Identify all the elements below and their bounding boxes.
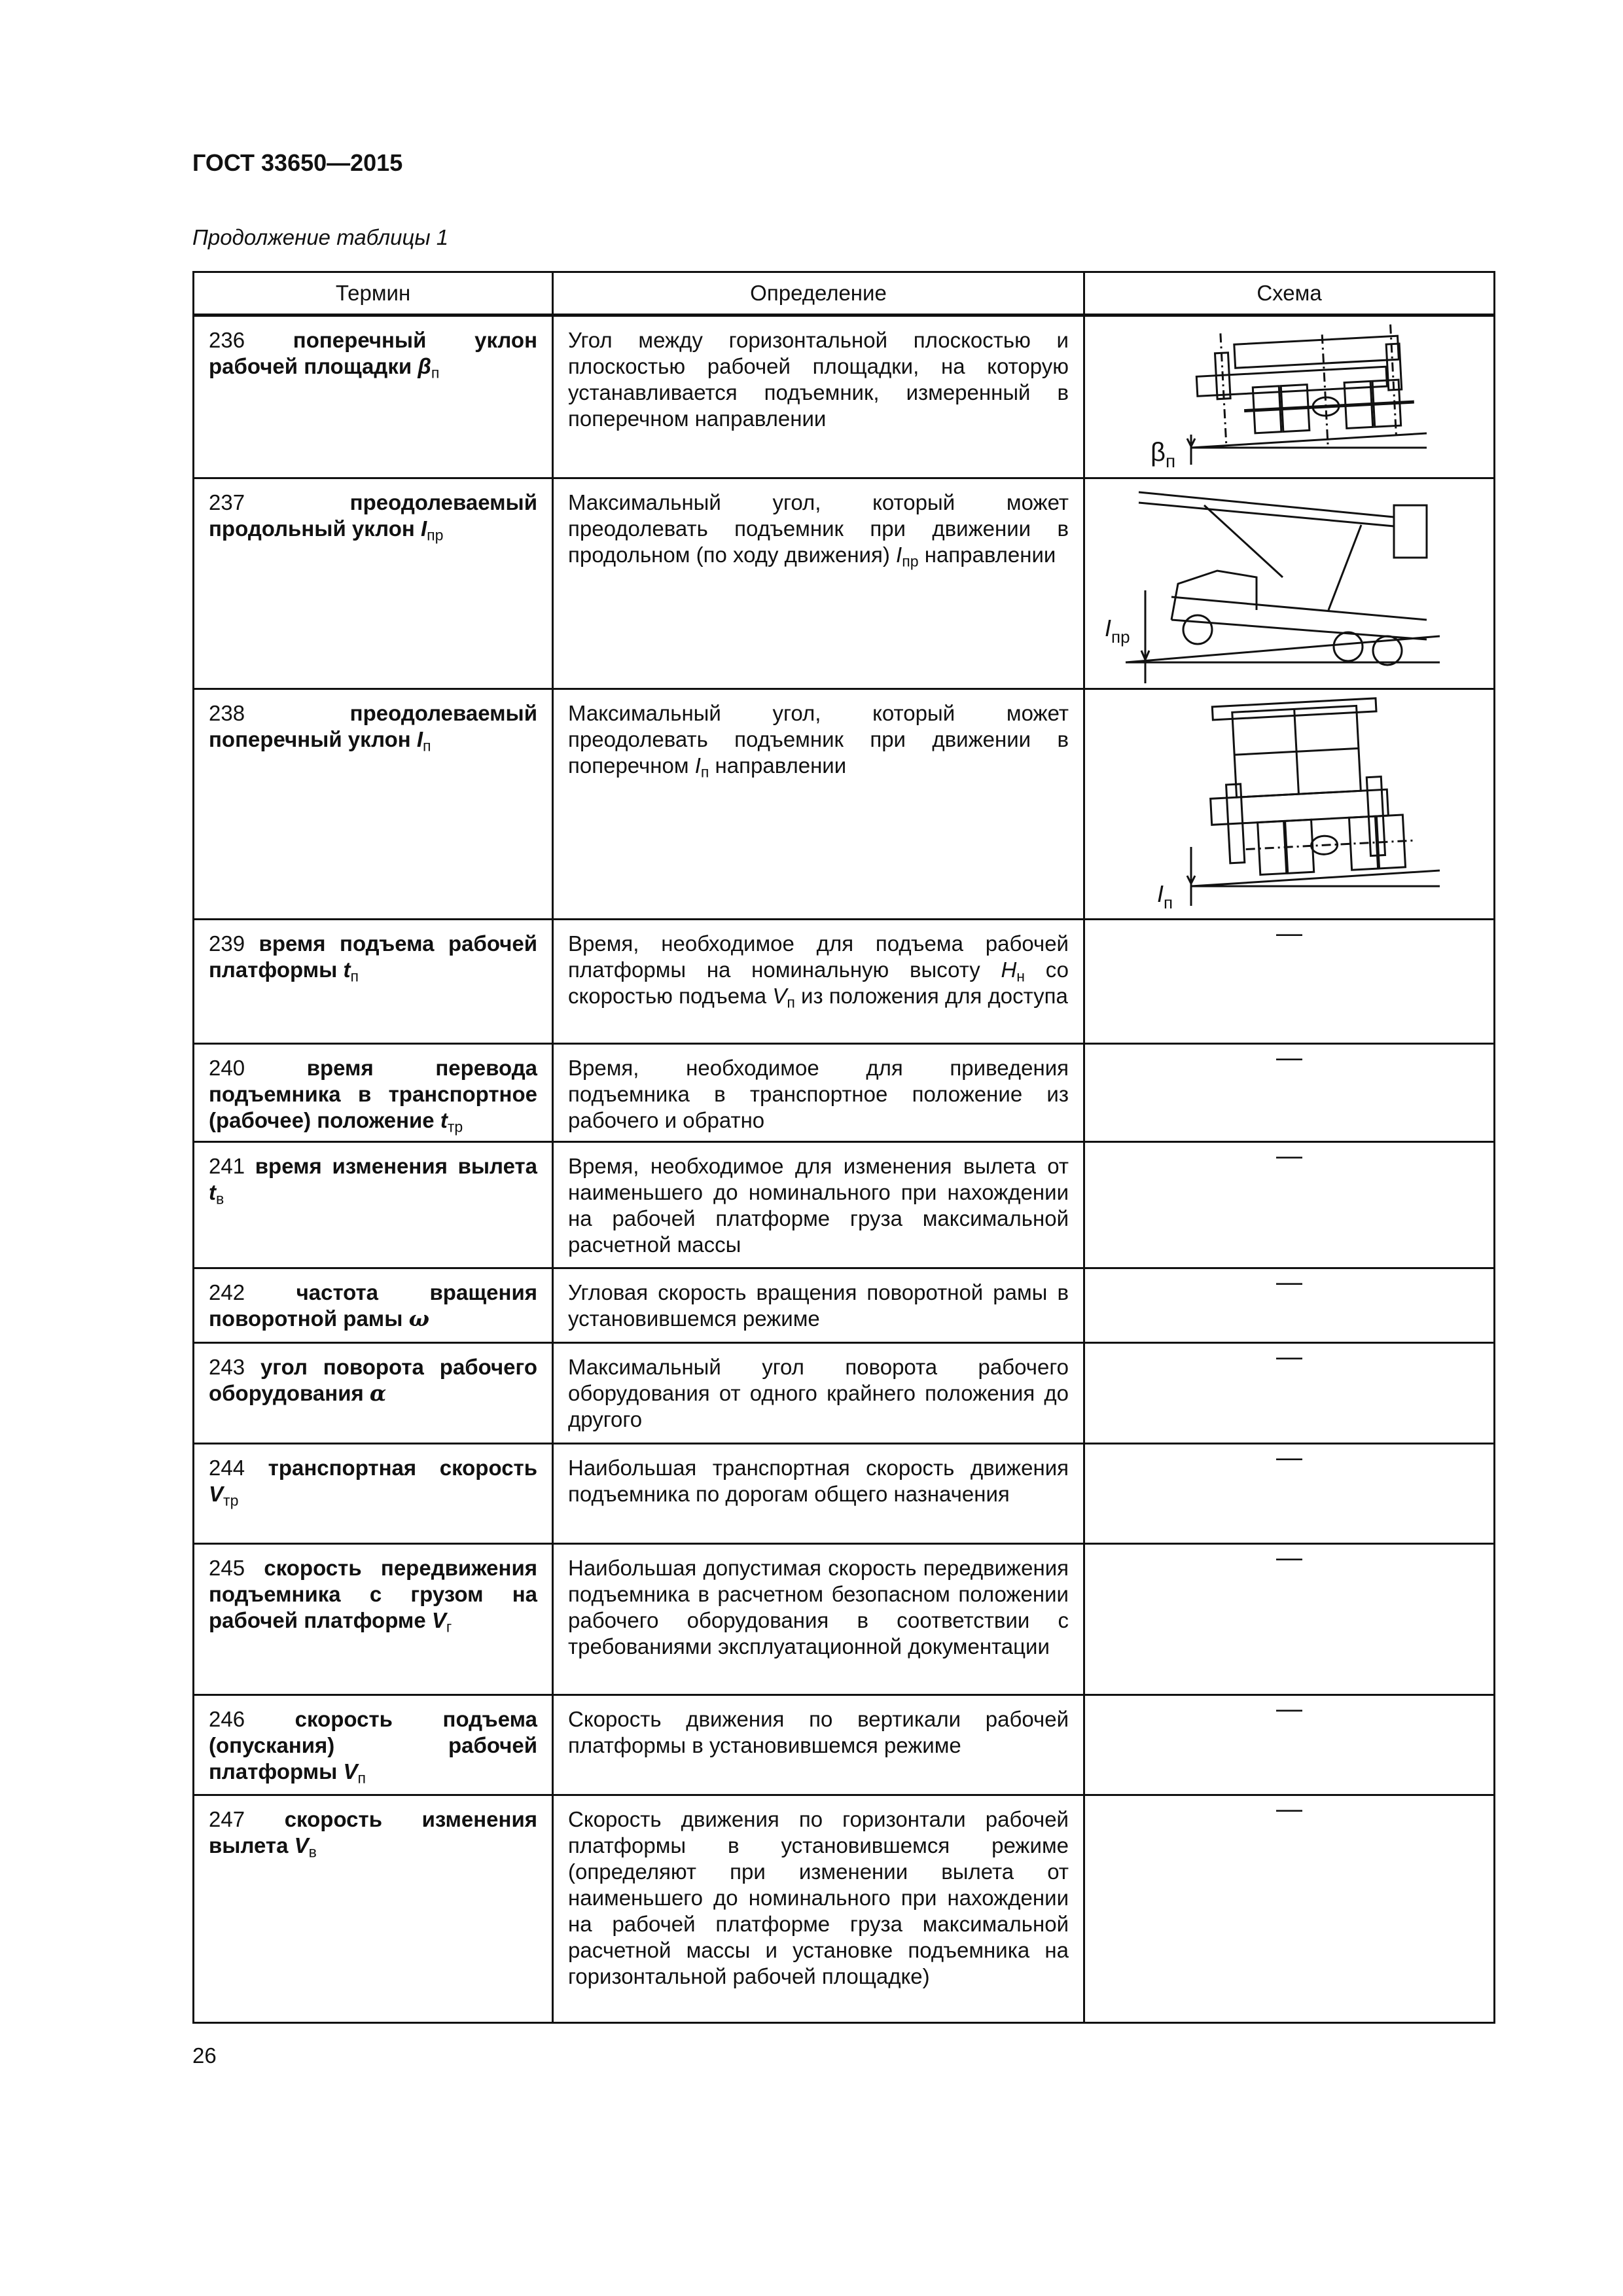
scheme-cell: — (1084, 1044, 1495, 1142)
scheme-cell: — (1084, 1795, 1495, 2023)
transverse-slope-diagram (1086, 690, 1492, 914)
term-cell: 244 транспортная скорость $V_{тр}$ (194, 1444, 553, 1544)
term-cell: 246 скорость подъема (опускания) рабочей платформы $V_п$ (194, 1695, 553, 1795)
definition-cell: Скорость движения по вертикали рабочей платформы в установившемся режиме (553, 1695, 1084, 1795)
definition-cell: Время, необходимое для приведения подъемника в транспортное положение из рабочего и обратно (553, 1044, 1084, 1142)
table-header-row (194, 272, 1495, 315)
scheme-cell (1084, 478, 1495, 689)
table-row (194, 1544, 1495, 1695)
scheme-cell: — (1084, 1142, 1495, 1268)
scheme-cell: — (1084, 1343, 1495, 1444)
term-cell: 245 скорость передвижения подъемника с грузом на рабочей платформе $V_г$ (194, 1544, 553, 1695)
term-cell: 247 скорость изменения вылета $V_в$ (194, 1795, 553, 2023)
definition-cell: Максимальный угол, который может преодолевать подъемник при движении в поперечном $I_п$ направлении (553, 689, 1084, 920)
terms-table (192, 271, 1495, 2024)
scheme-cell: — (1084, 920, 1495, 1044)
document-title: ГОСТ 33650—2015 (192, 149, 403, 176)
scheme-cell: — (1084, 1695, 1495, 1795)
term-cell: 237 преодолеваемый продольный уклон $I_{пр}$ (194, 478, 553, 689)
scheme-cell (1084, 689, 1495, 920)
column-header-term: Термин (194, 272, 553, 315)
longitudinal-slope-diagram (1086, 479, 1492, 683)
term-cell: 238 преодолеваемый поперечный уклон $I_п$ (194, 689, 553, 920)
definition-cell: Угол между горизонтальной плоскостью и плоскостью рабочей площадки, на которую устанавливается подъемник, измеренный в поперечном направлении (553, 315, 1084, 478)
definition-cell: Время, необходимое для изменения вылета от наименьшего до номинального при нахождении на рабочей платформе груза максимальной расчетной массы (553, 1142, 1084, 1268)
term-cell: 243 угол поворота рабочего оборудования α (194, 1343, 553, 1444)
table-row (194, 689, 1495, 920)
table-row (194, 1695, 1495, 1795)
definition-cell: Скорость движения по горизонтали рабочей платформы в установившемся режиме (определяют при изменении вылета от наименьшего до номинального при нахождении на рабочей платформе груза максимальной расчетной массы и установке подъемника на горизонтальной рабочей площадке) (553, 1795, 1084, 2023)
table-caption: Продолжение таблицы 1 (192, 225, 449, 249)
page-number: 26 (192, 2043, 217, 2068)
table-row (194, 1343, 1495, 1444)
table-row (194, 920, 1495, 1044)
table-row (194, 1444, 1495, 1544)
table-row (194, 1795, 1495, 2023)
cross-slope-diagram (1086, 317, 1492, 473)
definition-cell: Наибольшая допустимая скорость передвижения подъемника в расчетном безопасном положении рабочего оборудования в соответствии с требованиями эксплуатационной документации (553, 1544, 1084, 1695)
scheme-cell: — (1084, 1268, 1495, 1343)
table-row (194, 1268, 1495, 1343)
table-row (194, 315, 1495, 478)
scheme-label: $I_{пр}$ (1105, 615, 1130, 647)
table-row (194, 478, 1495, 689)
definition-cell: Наибольшая транспортная скорость движения подъемника по дорогам общего назначения (553, 1444, 1084, 1544)
term-cell: 240 время перевода подъемника в транспортное (рабочее) положение $t_{тр}$ (194, 1044, 553, 1142)
scheme-cell: — (1084, 1544, 1495, 1695)
definition-cell: Время, необходимое для подъема рабочей платформы на номинальную высоту $H_н$ со скоростью подъема $V_п$ из положения для доступа (553, 920, 1084, 1044)
definition-cell: Угловая скорость вращения поворотной рамы в установившемся режиме (553, 1268, 1084, 1343)
definition-cell: Максимальный угол, который может преодолевать подъемник при движении в продольном (по ходу движения) $I_{пр}$ направлении (553, 478, 1084, 689)
column-header-definition: Определение (553, 272, 1084, 315)
term-cell: 239 время подъема рабочей платформы $t_п$ (194, 920, 553, 1044)
term-cell: 241 время изменения вылета $t_в$ (194, 1142, 553, 1268)
column-header-scheme: Схема (1084, 272, 1495, 315)
term-cell: 242 частота вращения поворотной рамы ω (194, 1268, 553, 1343)
scheme-label: $\beta_п$ (1150, 438, 1176, 471)
table-row (194, 1142, 1495, 1268)
term-cell: 236 поперечный уклон рабочей площадки $\beta_п$ (194, 315, 553, 478)
scheme-cell: — (1084, 1444, 1495, 1544)
table-row (194, 1044, 1495, 1142)
definition-cell: Максимальный угол поворота рабочего оборудования от одного крайнего положения до другого (553, 1343, 1084, 1444)
scheme-cell (1084, 315, 1495, 478)
scheme-label: $I_п$ (1157, 880, 1173, 912)
